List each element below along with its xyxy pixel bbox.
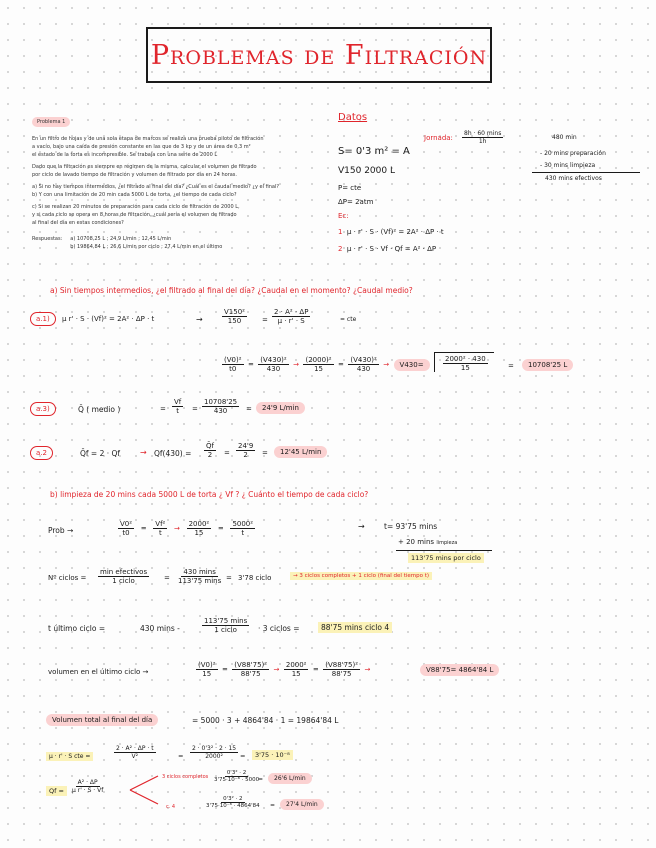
a1-fraction-1: $\frac{\text{V150²}}{150}$ xyxy=(224,308,245,325)
b-t-plus: + 20 mins limpieza xyxy=(398,538,458,546)
statement-line: Dado que la filtración es siempre en régimen de la misma, calcular el volumen de filtrado xyxy=(32,164,257,170)
statement-line: por ciclo de lavado tiempo de filtración y volumen de filtrado por día en 24 horas. xyxy=(32,172,238,178)
mu-fraction-2: $\frac{\text{2 · 0'3² · 2 · 15}}{\text{2000²}}$ xyxy=(192,745,237,760)
prep-mins: - 20 mins preparación xyxy=(540,150,606,157)
arrow: → xyxy=(358,522,365,531)
qf-fraction: $\frac{\text{A² · ΔP}}{\text{μ r' · S · Vf}}$ xyxy=(72,779,104,794)
statement-line: c) Si se realizan 20 minutos de preparación para cada ciclo de filtración de 2000 L, xyxy=(32,204,240,210)
a1-left: μ r' · S · (Vf)² = 2A² · ΔP · t xyxy=(62,315,155,323)
prob-label: Prob → xyxy=(48,526,74,535)
a1-row2: $\frac{\text{(V0)²}}{t0}$ = $\frac{\text{(V430)²}}{430}$ → $\frac{\text{(2000)²}}{15}$ = $\frac{\text{(V430)²}}{430}$ → V430= xyxy=(222,356,430,373)
branch2-result: 27'4 L/min xyxy=(280,799,324,810)
eq-sign: = xyxy=(178,752,184,760)
a2-mid: Qf(430) = xyxy=(154,449,192,458)
a1-fraction-2: $\frac{\text{2 · A² · ΔP}}{\mu \cdot r' \cdot S}$ xyxy=(274,308,309,325)
branch2-label: c. 4 xyxy=(166,804,176,810)
statement-line: a vacío, bajo una caída de presión constante en las que de 3 kp y de un área de 0,3 m² xyxy=(32,144,251,150)
eq-sign: = xyxy=(246,405,252,413)
b-prob-fractions: $\frac{\text{V0²}}{t0}$ = $\frac{\text{Vf²}}{t}$ → $\frac{\text{2000²}}{15}$ = $\frac{\text{5000²}}{t}$ xyxy=(120,520,254,537)
a3-q: Q̄ ( medio ) xyxy=(78,405,121,414)
b-t-result: t= 93'75 mins xyxy=(384,522,438,531)
nciclos-label: Nº ciclos = xyxy=(48,574,87,582)
problem-heading: Problema 1 xyxy=(32,117,70,127)
answer-line: b) 19864,84 L ; 26,6 L/min por ciclo ; 27,4 L/min en el último xyxy=(70,244,223,250)
vult-label: volumen en el último ciclo → xyxy=(48,668,149,676)
tult-fraction: $\frac{113'75 \min s}{\text{1 ciclo}}$ xyxy=(204,617,248,634)
tult-result: 88'75 mins ciclo 4 xyxy=(318,622,392,633)
tag-a3: a.3) xyxy=(30,402,56,416)
branch2-fraction: $\frac{\text{0'3² · 2}}{\text{3'75·10⁻⁸ · 4864'84}}$ xyxy=(206,796,260,809)
jornada-total: 480 min xyxy=(552,134,577,141)
equation-2: 2 μ · r' · S · Vf · Qf = A² · ΔP xyxy=(338,245,437,253)
statement-line: el estado de la torta es incompresible. Se trabaja con una serie de 2000 L xyxy=(32,152,218,158)
a1-result: 10708'25 L xyxy=(522,359,573,371)
problem-statement xyxy=(32,108,312,251)
mu-result: 3'75 · 10⁻⁸ xyxy=(252,750,293,760)
nciclos-fraction-1: $\frac{\text{min efectivos}}{\text{1 ciclo}}$ xyxy=(100,568,148,585)
a2-fraction-1: $\frac{Q̄f}{2}$ xyxy=(206,442,214,459)
tult-label: t último ciclo = xyxy=(48,624,106,633)
branch1-label: 3 ciclos completos xyxy=(162,774,209,780)
a3-fraction-2: $\frac{10708'25}{430}$ xyxy=(204,398,238,415)
question-b: b) limpieza de 20 mins cada 5000 L de torta ¿ Vf ? ¿ Cuánto el tiempo de cada ciclo? xyxy=(50,490,369,499)
nciclos-note: → 3 ciclos completos + 1 ciclo (final del tiempo t) xyxy=(290,572,432,580)
a2-result: 12'45 L/min xyxy=(274,446,327,458)
a2-left: Q̄f = 2 · Qf xyxy=(80,449,121,458)
vult-result: V88'75= 4864'84 L xyxy=(420,664,499,676)
nciclos-fraction-2: $\frac{430 \min s}{113'75 \min s}$ xyxy=(178,568,222,585)
jornada-fraction: $\frac{8h \cdot 60 \min s}{1h}$ xyxy=(464,130,502,145)
eq-sign: = xyxy=(258,776,264,783)
statement-line: y si cada ciclo se opera en 8 horas de filtración, ¿cuál sería el volumen de filtrado xyxy=(32,212,237,218)
ec-label: Ec: xyxy=(338,212,349,220)
branch-arrows xyxy=(128,772,164,808)
a1-sqrt: $\frac{\text{2000² · 430}}{15}$ xyxy=(434,352,494,372)
question-a: a) Sin tiempos intermedios, ¿el filtrado al final del día? ¿Caudal en el momento? ¿Caudal medio? xyxy=(50,286,413,295)
a1-cte: = cte xyxy=(340,316,357,323)
branch1-fraction: $\frac{\text{0'3² · 2}}{\text{3'75·10⁻⁸ · 5000}}$ xyxy=(214,770,260,783)
eq-sign: = xyxy=(160,405,166,413)
eq-sign: = xyxy=(240,752,246,760)
jornada-label: Jornada: xyxy=(424,134,453,142)
eq-sign: = xyxy=(508,362,514,370)
sum-rule xyxy=(396,550,492,551)
branch1-result: 26'6 L/min xyxy=(268,773,312,784)
statement-line: b) Y con una limitación de 20 min cada 5000 L de torta, ¿el tiempo de cada ciclo? xyxy=(32,192,237,198)
datos-dp: ΔP= 2atm xyxy=(338,198,374,206)
efectivos: 430 mins efectivos xyxy=(545,175,602,182)
eq-sign: = xyxy=(164,574,170,582)
arrow: → xyxy=(140,448,147,457)
a3-fraction-1: $\frac{Vf}{t}$ xyxy=(174,398,182,415)
title-box xyxy=(146,27,492,83)
answers-label: Respuestas: xyxy=(32,236,63,242)
tult-b: · 3 ciclos = xyxy=(258,624,300,633)
mu-fraction-1: $\frac{\text{2 · A² · ΔP · t}}{\text{V²}}$ xyxy=(116,745,154,760)
qf-label: Qf = xyxy=(46,786,67,796)
vult-fractions: $\frac{\text{(V0)²}}{15}$ = $\frac{\text{(V88'75)²}}{88'75}$ → $\frac{\text{2000²}}{15}$ = $\frac{\text{(V88'75)²}}{88'75}$ → xyxy=(198,661,371,678)
mu-label: μ · r' · S cte = xyxy=(46,752,93,761)
eq-sign: = xyxy=(262,316,268,324)
vtot-eq: = 5000 · 3 + 4864'84 · 1 = 19864'84 L xyxy=(192,716,339,725)
eq-sign: = xyxy=(226,574,232,582)
limp-mins: - 30 mins limpieza xyxy=(540,162,596,169)
page-title: Problemas de Filtración xyxy=(150,39,488,71)
statement-line: a) Si no hay tiempos intermedios, ¿el filtrado al final del día? ¿Cuál es el caudal medio? ¿y el final? xyxy=(32,184,280,190)
datos-pressure: P= cte xyxy=(338,184,362,192)
a2-fraction-2: $\frac{24'9}{2}$ xyxy=(238,442,254,459)
eq-sign: = xyxy=(262,449,268,457)
datos-area: S= 0'3 m² = A xyxy=(338,146,410,157)
statement-line: al final del día en estas condiciones? xyxy=(32,220,124,226)
tag-a1: a.1) xyxy=(30,312,56,326)
nciclos-result: 3'78 ciclo xyxy=(238,574,272,582)
tag-a2: a.2 xyxy=(30,446,53,460)
b-t-total: 113'75 mins por ciclo xyxy=(408,553,484,563)
vtot-label: Volumen total al final del día xyxy=(46,714,158,726)
eq-sign: = xyxy=(192,405,198,413)
sum-rule xyxy=(532,172,640,173)
answer-line: a) 10708,25 L ; 24,9 L/min ; 12,45 L/min xyxy=(70,236,172,242)
datos-title: Datos xyxy=(338,112,368,123)
a3-result: 24'9 L/min xyxy=(256,402,305,414)
equation-1: 1 μ · r' · S · (Vf)² = 2A² · ΔP · t xyxy=(338,228,444,236)
eq-sign: = xyxy=(224,449,230,457)
datos-volume: V150 2000 L xyxy=(338,166,395,176)
eq-sign: = xyxy=(270,802,276,809)
statement-line: En un filtro de hojas y de una sola etapa de marcos se realiza una prueba piloto de filtración xyxy=(32,136,264,142)
a1-arrow: → xyxy=(196,315,203,324)
tult-a: 430 mins - xyxy=(140,624,180,633)
